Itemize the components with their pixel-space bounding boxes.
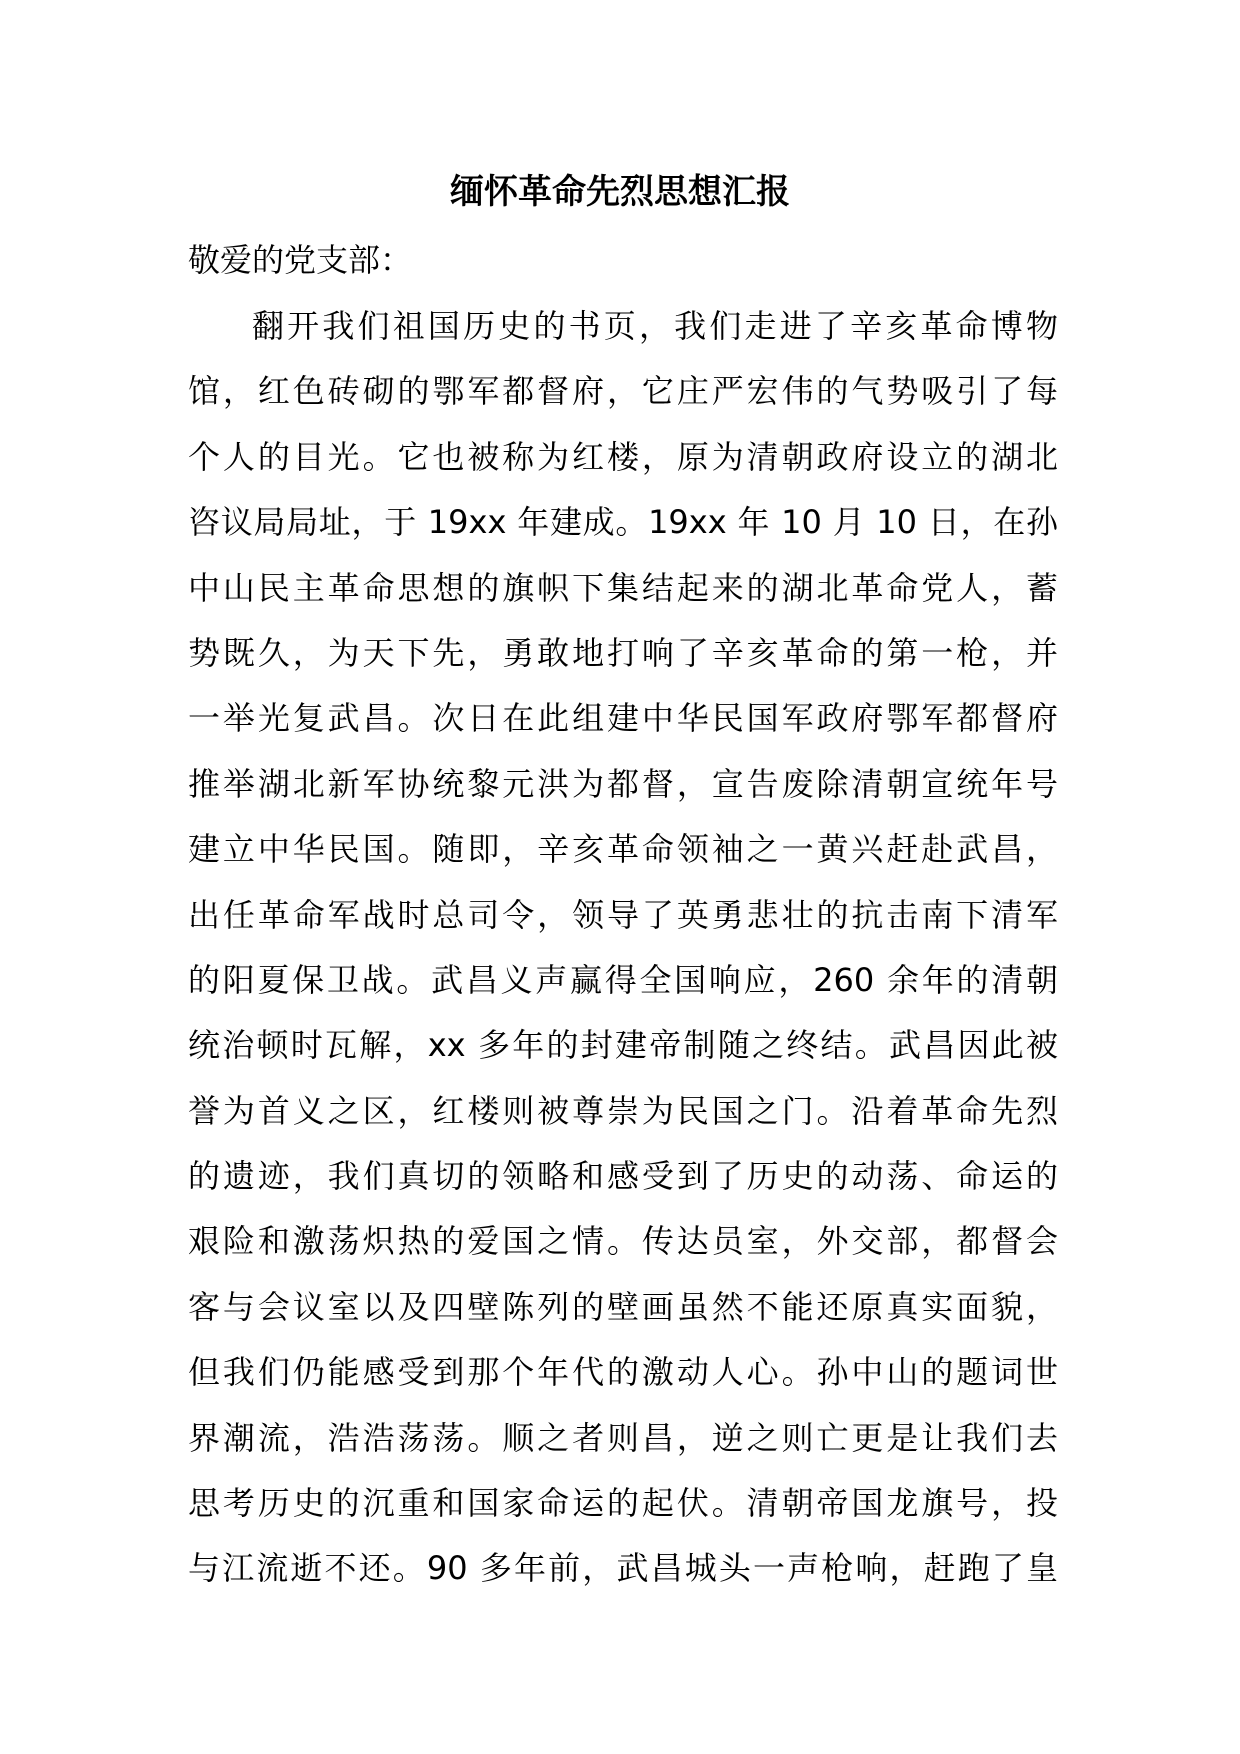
body-paragraph <box>188 302 1058 1610</box>
body-line: 馆，红色砖砌的鄂军都督府，它庄严宏伟的气势吸引了每 <box>188 372 1058 411</box>
body-line: 誉为首义之区，红楼则被尊崇为民国之门。沿着革命先烈 <box>188 1091 1058 1130</box>
body-line: 推举湖北新军协统黎元洪为都督，宣告废除清朝宣统年号 <box>188 764 1058 803</box>
body-line: 艰险和激荡炽热的爱国之情。传达员室，外交部，都督会 <box>188 1222 1058 1261</box>
document-title: 缅怀革命先烈思想汇报 <box>450 172 790 212</box>
body-line: 出任革命军战时总司令，领导了英勇悲壮的抗击南下清军 <box>188 895 1058 934</box>
body-line: 与江流逝不还。90 多年前，武昌城头一声枪响，赶跑了皇 <box>188 1549 1058 1588</box>
body-line: 个人的目光。它也被称为红楼，原为清朝政府设立的湖北 <box>188 437 1058 476</box>
body-line: 界潮流，浩浩荡荡。顺之者则昌，逆之则亡更是让我们去 <box>188 1418 1058 1457</box>
body-line: 翻开我们祖国历史的书页，我们走进了辛亥革命博物 <box>252 307 1058 345</box>
body-line: 客与会议室以及四壁陈列的壁画虽然不能还原真实面貌， <box>188 1287 1058 1326</box>
body-line: 中山民主革命思想的旗帜下集结起来的湖北革命党人，蓄 <box>188 568 1058 607</box>
body-line: 思考历史的沉重和国家命运的起伏。清朝帝国龙旗号，投 <box>188 1484 1058 1523</box>
body-line: 但我们仍能感受到那个年代的激动人心。孙中山的题词世 <box>188 1353 1058 1392</box>
body-line: 一举光复武昌。次日在此组建中华民国军政府鄂军都督府 <box>188 699 1058 738</box>
body-line: 的遗迹，我们真切的领略和感受到了历史的动荡、命运的 <box>188 1157 1058 1196</box>
body-line: 的阳夏保卫战。武昌义声赢得全国响应，260 余年的清朝 <box>188 960 1058 999</box>
body-line: 咨议局局址，于 19xx 年建成。19xx 年 10 月 10 日，在孙 <box>188 503 1058 542</box>
body-line: 势既久，为天下先，勇敢地打响了辛亥革命的第一枪，并 <box>188 633 1058 672</box>
body-line: 建立中华民国。随即，辛亥革命领袖之一黄兴赶赴武昌， <box>188 830 1058 869</box>
body-line: 统治顿时瓦解，xx 多年的封建帝制随之终结。武昌因此被 <box>188 1026 1058 1065</box>
salutation: 敬爱的党支部： <box>188 241 413 279</box>
